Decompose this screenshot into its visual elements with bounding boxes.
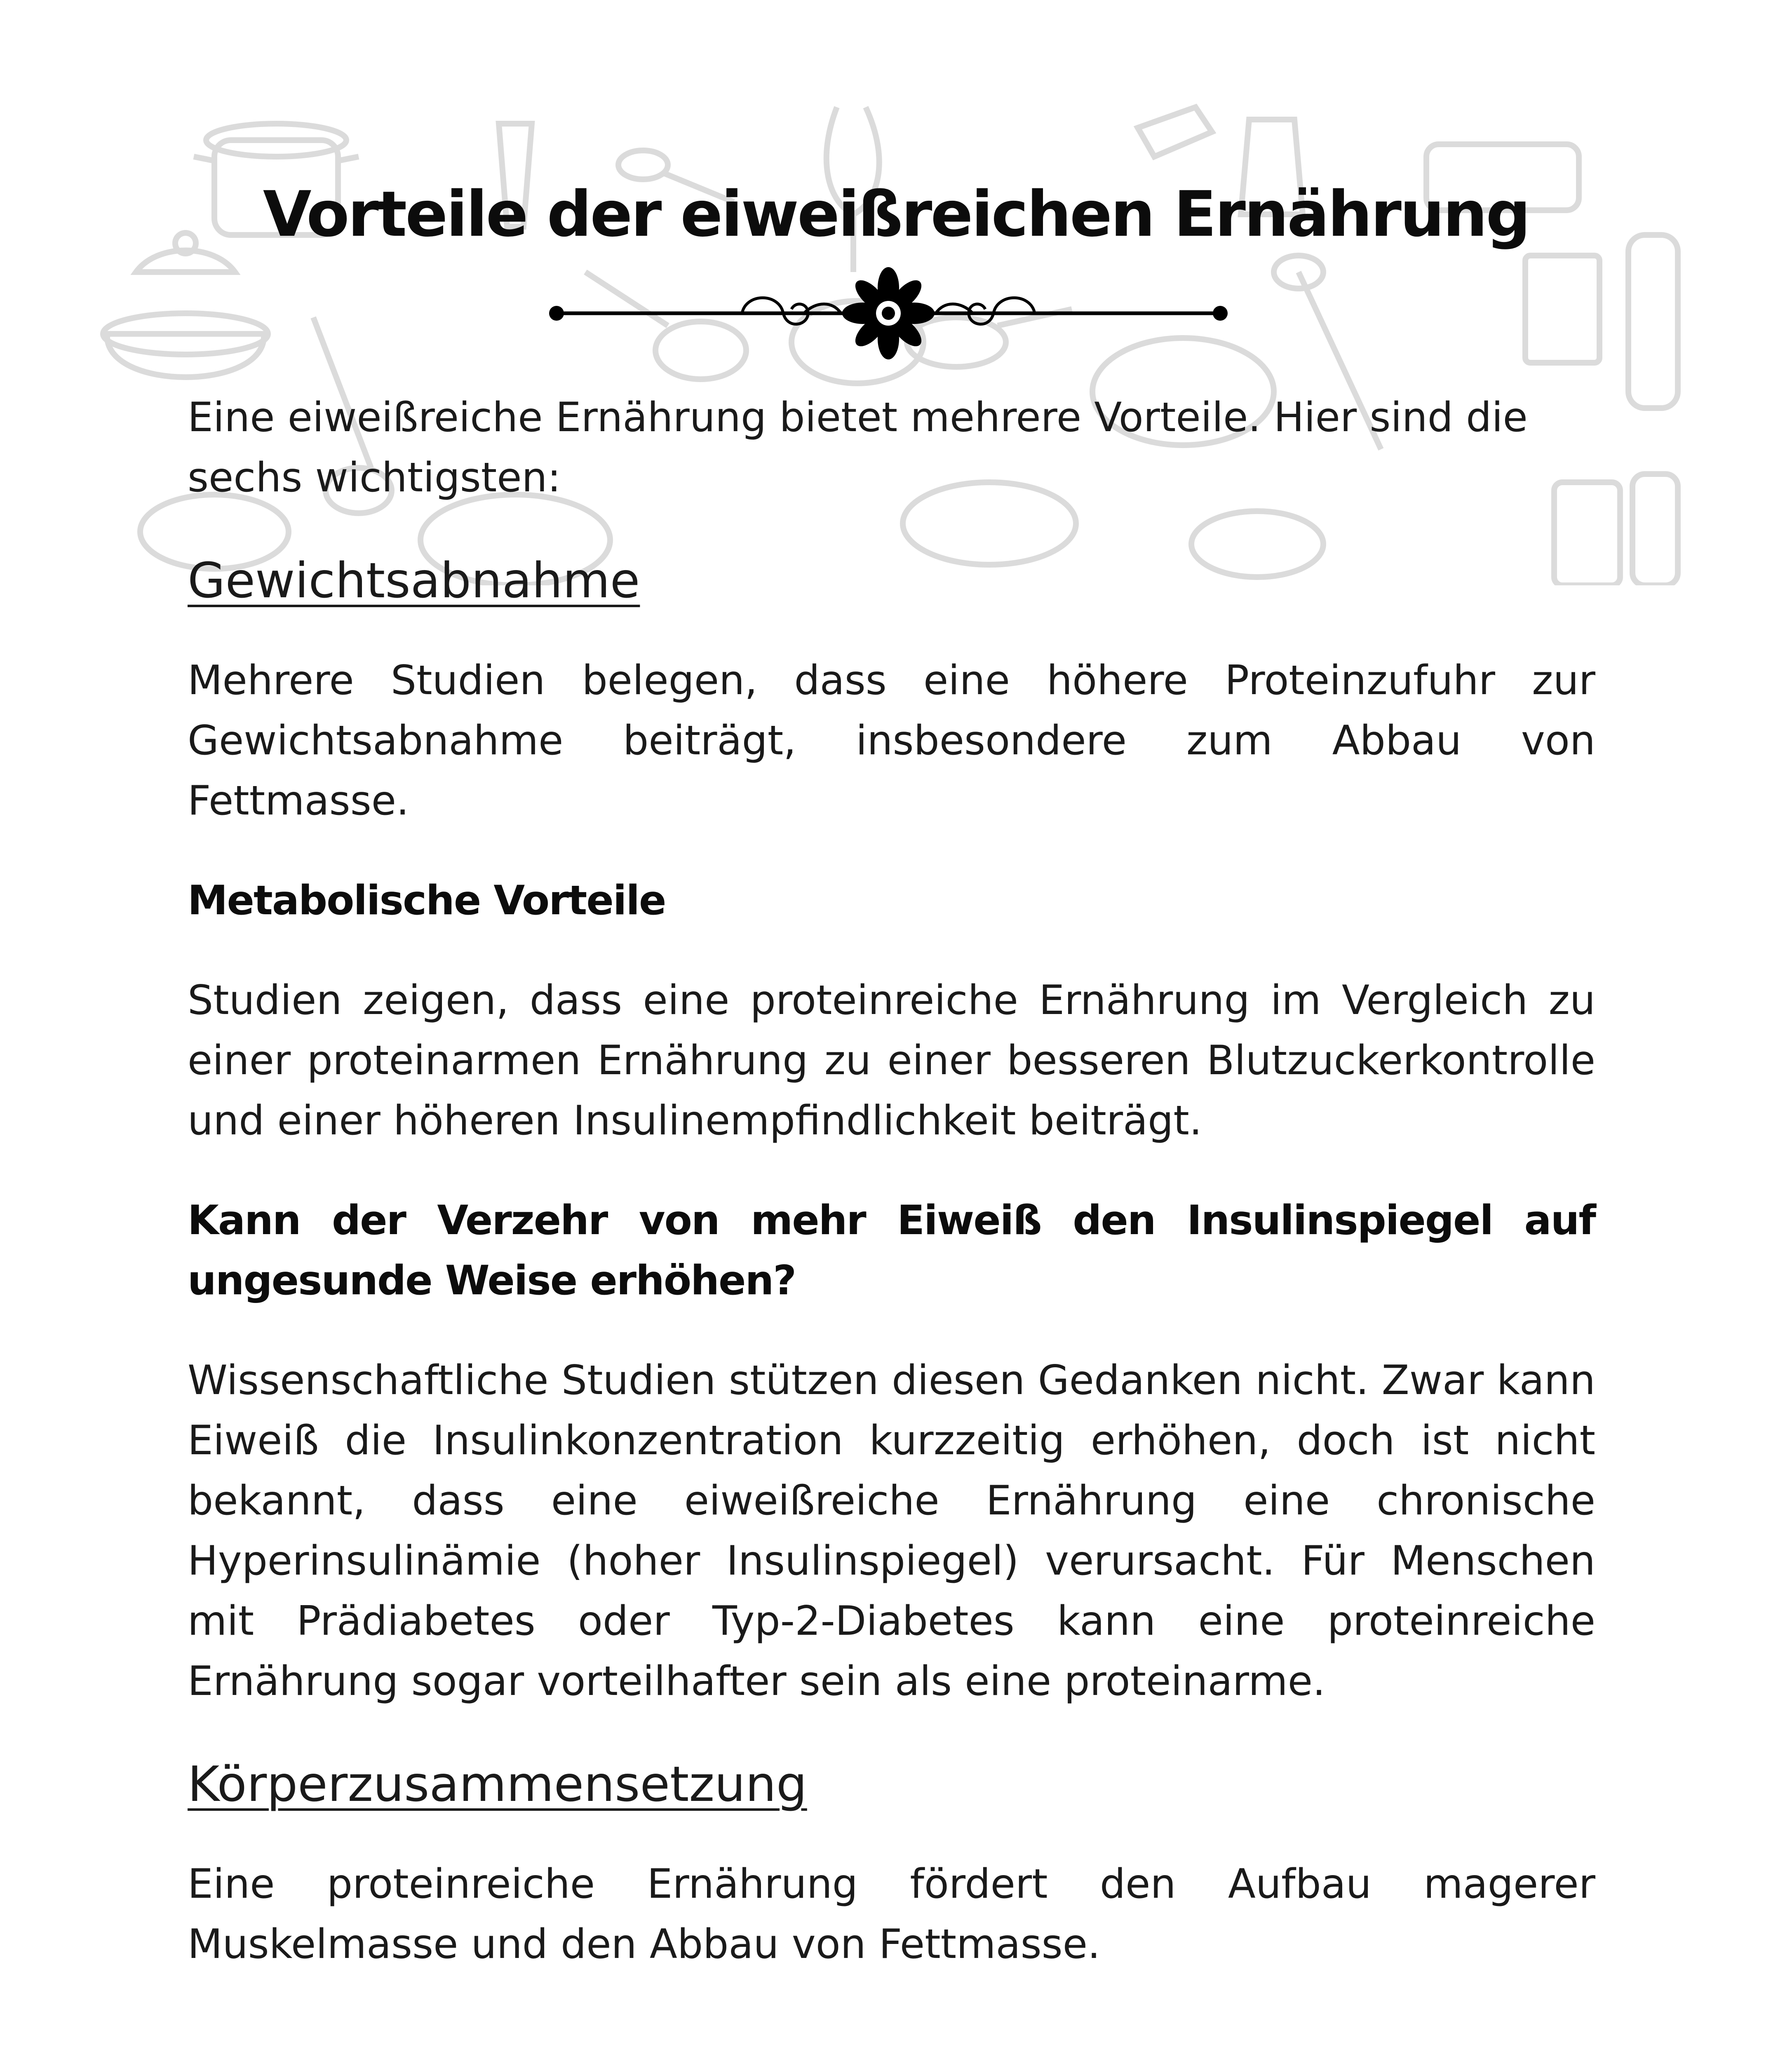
subheading-metabolische-vorteile: Metabolische Vorteile <box>188 877 666 924</box>
section-text-insulinspiegel: Wissenschaftliche Studien stützen diesen Gedanken nicht. Zwar kann Eiweiß die Insulinkonzentration kurzzeitig erhöhen, doch ist nicht bekannt, dass eine eiweißreiche Ernährung eine chronische Hyperinsulinämie (hoher Insulinspiegel) verursacht. Für Menschen mit Prädiabetes oder Typ-2-Diabetes kann eine proteinreiche Ernährung sogar vorteilhafter sein als eine proteinarme. <box>188 1357 1595 1705</box>
intro-paragraph: Eine eiweißreiche Ernährung bietet mehrere Vorteile. Hier sind die sechs wichtigsten: <box>188 394 1528 501</box>
section-heading-koerperzusammensetzung: Körperzusammensetzung <box>188 1756 807 1812</box>
flower-ornament-icon <box>548 264 1228 363</box>
main-content <box>188 387 1595 2014</box>
section-text-gewichtsabnahme: Mehrere Studien belegen, dass eine höhere Proteinzufuhr zur Gewichtsabnahme beiträgt, insbesondere zum Abbau von Fettmasse. <box>188 657 1595 824</box>
section-text-koerperzusammensetzung: Eine proteinreiche Ernährung fördert den Aufbau magerer Muskelmasse und den Abbau von Fettmasse. <box>188 1861 1595 1968</box>
section-text-metabolische-vorteile: Studien zeigen, dass eine proteinreiche Ernährung im Vergleich zu einer proteinarmen Ernährung zu einer besseren Blutzuckerkontrolle und einer höheren Insulinempfindlichkeit beiträgt. <box>188 977 1595 1144</box>
section-heading-gewichtsabnahme: Gewichtsabnahme <box>188 552 640 609</box>
subheading-insulinspiegel-frage: Kann der Verzehr von mehr Eiweiß den Insulinspiegel auf ungesunde Weise erhöhen? <box>188 1197 1595 1304</box>
page-title: Vorteile der eiweißreichen Ernährung <box>263 178 1529 251</box>
